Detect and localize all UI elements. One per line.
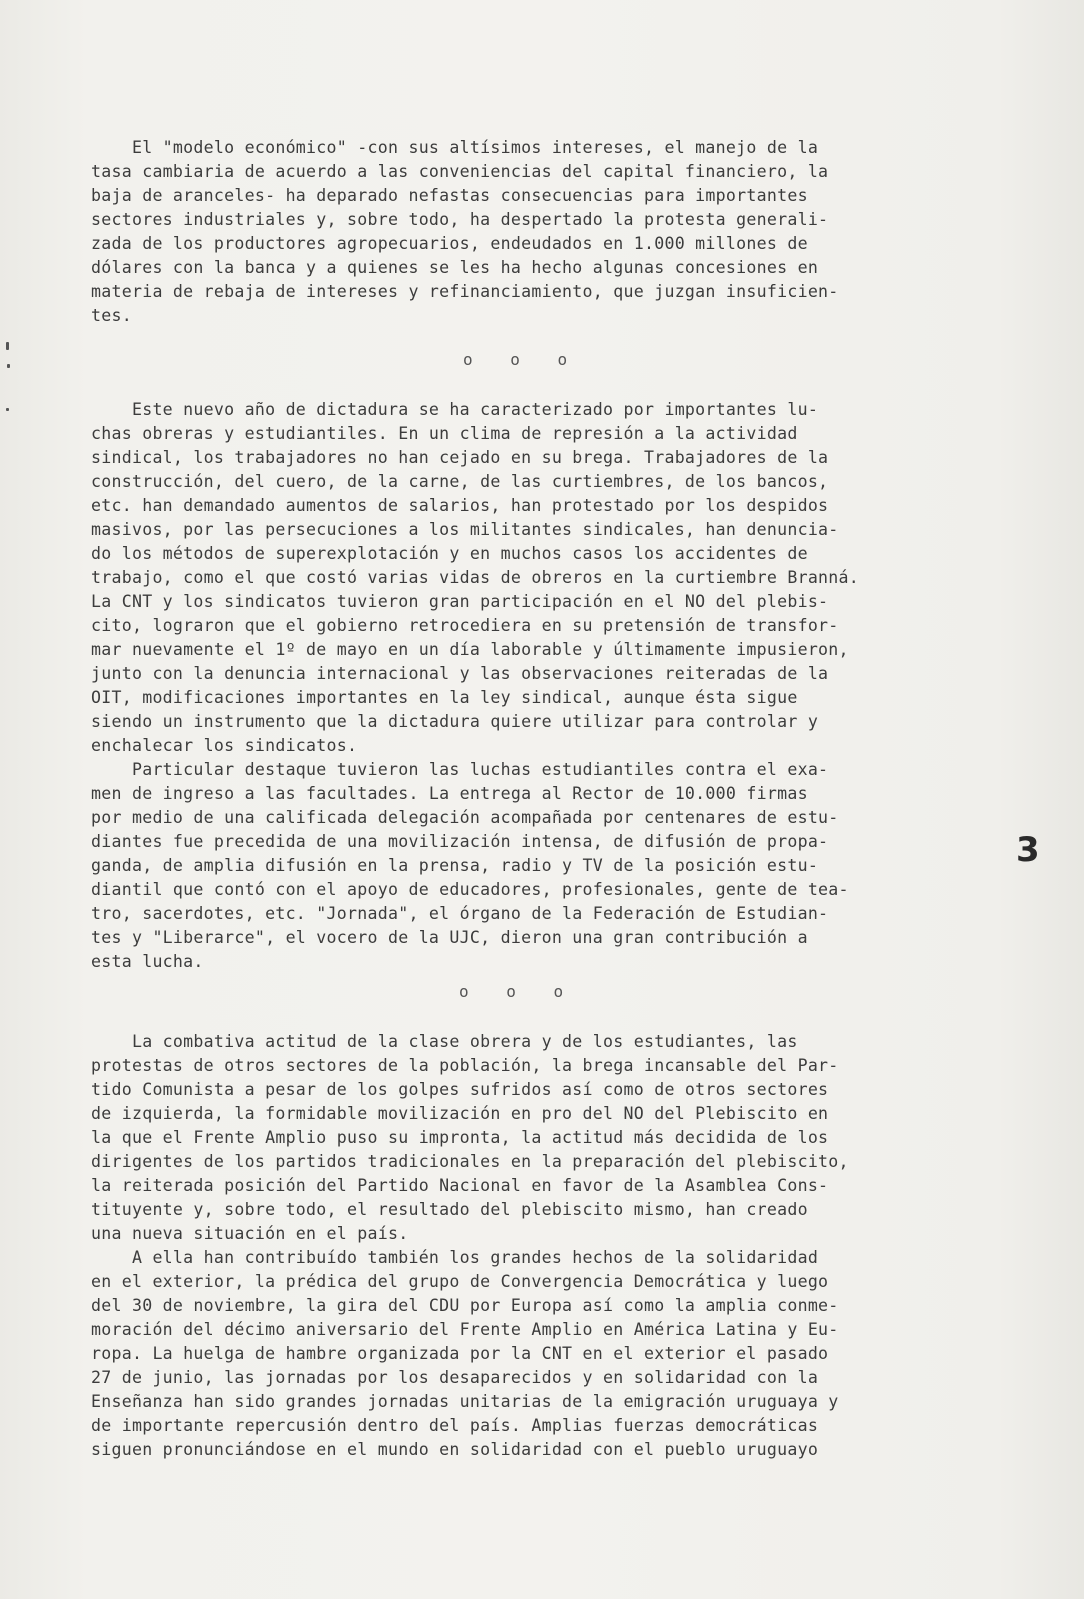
page-number: 3 [1016,830,1040,870]
text-line: dirigentes de los partidos tradicionales en la preparación del plebiscito, [91,1152,849,1171]
text-line: tasa cambiaria de acuerdo a las conveniencias del capital financiero, la [91,162,829,181]
paragraph-new-situation [91,1030,991,1462]
text-line: 27 de junio, las jornadas por los desaparecidos y en solidaridad con la [91,1368,819,1387]
text-line: baja de aranceles- ha deparado nefastas consecuencias para importantes [91,186,808,205]
text-line: la que el Frente Amplio puso su impronta, la actitud más decidida de los [91,1128,829,1147]
text-line: siendo un instrumento que la dictadura quiere utilizar para controlar y [91,712,819,731]
text-line: do los métodos de superexplotación y en muchos casos los accidentes de [91,544,808,563]
paragraph-labor-student-struggles [91,398,991,974]
text-line: junto con la denuncia internacional y las observaciones reiteradas de la [91,664,829,683]
text-line: Particular destaque tuvieron las luchas estudiantiles contra el exa- [91,760,829,779]
text-line: tido Comunista a pesar de los golpes sufridos así como de otros sectores [91,1080,829,1099]
text-line: chas obreras y estudiantiles. En un clima de represión a la actividad [91,424,798,443]
text-line: Este nuevo año de dictadura se ha caracterizado por importantes lu- [91,400,819,419]
text-line: trabajo, como el que costó varias vidas de obreros en la curtiembre Branná. [91,568,860,587]
text-line: por medio de una calificada delegación acompañada por centenares de estu- [91,808,839,827]
margin-mark [6,342,9,350]
text-line: etc. han demandado aumentos de salarios, han protestado por los despidos [91,496,829,515]
text-line: El "modelo económico" -con sus altísimos intereses, el manejo de la [91,138,819,157]
text-line: tituyente y, sobre todo, el resultado del plebiscito mismo, han creado [91,1200,808,1219]
section-separator: o o o [463,350,582,369]
text-line: dólares con la banca y a quienes se les ha hecho algunas concesiones en [91,258,819,277]
text-line: materia de rebaja de intereses y refinanciamiento, que juzgan insuficien- [91,282,839,301]
text-line: moración del décimo aniversario del Frente Amplio en América Latina y Eu- [91,1320,839,1339]
text-line: diantil que contó con el apoyo de educadores, profesionales, gente de tea- [91,880,849,899]
text-line: del 30 de noviembre, la gira del CDU por Europa así como la amplia conme- [91,1296,839,1315]
text-line: una nueva situación en el país. [91,1224,409,1243]
text-line: construcción, del cuero, de la carne, de las curtiembres, de los bancos, [91,472,829,491]
text-line: cito, lograron que el gobierno retrocediera en su pretensión de transfor- [91,616,839,635]
text-line: Enseñanza han sido grandes jornadas unitarias de la emigración uruguaya y [91,1392,839,1411]
paragraph-economic-model [91,136,991,328]
text-line: ganda, de amplia difusión en la prensa, radio y TV de la posición estu- [91,856,819,875]
text-line: OIT, modificaciones importantes en la ley sindical, aunque ésta sigue [91,688,798,707]
margin-mark [6,408,9,411]
text-line: tro, sacerdotes, etc. "Jornada", el órgano de la Federación de Estudian- [91,904,829,923]
section-separator: o o o [459,982,578,1001]
margin-mark [7,364,10,368]
text-line: La combativa actitud de la clase obrera y de los estudiantes, las [91,1032,798,1051]
text-line: mar nuevamente el 1º de mayo en un día laborable y últimamente impusieron, [91,640,849,659]
text-line: protestas de otros sectores de la población, la brega incansable del Par- [91,1056,839,1075]
text-line: diantes fue precedida de una movilización intensa, de difusión de propa- [91,832,829,851]
text-line: sindical, los trabajadores no han cejado en su brega. Trabajadores de la [91,448,829,467]
text-line: masivos, por las persecuciones a los militantes sindicales, han denuncia- [91,520,839,539]
text-line: zada de los productores agropecuarios, endeudados en 1.000 millones de [91,234,808,253]
text-line: de izquierda, la formidable movilización en pro del NO del Plebiscito en [91,1104,829,1123]
text-line: La CNT y los sindicatos tuvieron gran participación en el NO del plebis- [91,592,829,611]
text-line: siguen pronunciándose en el mundo en solidaridad con el pueblo uruguayo [91,1440,819,1459]
text-line: ropa. La huelga de hambre organizada por la CNT en el exterior el pasado [91,1344,829,1363]
text-line: tes. [91,306,132,325]
text-line: en el exterior, la prédica del grupo de Convergencia Democrática y luego [91,1272,829,1291]
text-line: enchalecar los sindicatos. [91,736,358,755]
text-line: tes y "Liberarce", el vocero de la UJC, dieron una gran contribución a [91,928,808,947]
text-line: A ella han contribuído también los grandes hechos de la solidaridad [91,1248,819,1267]
text-line: esta lucha. [91,952,204,971]
text-line: sectores industriales y, sobre todo, ha despertado la protesta generali- [91,210,829,229]
text-line: la reiterada posición del Partido Nacional en favor de la Asamblea Cons- [91,1176,829,1195]
text-line: men de ingreso a las facultades. La entrega al Rector de 10.000 firmas [91,784,808,803]
text-line: de importante repercusión dentro del país. Amplias fuerzas democráticas [91,1416,819,1435]
